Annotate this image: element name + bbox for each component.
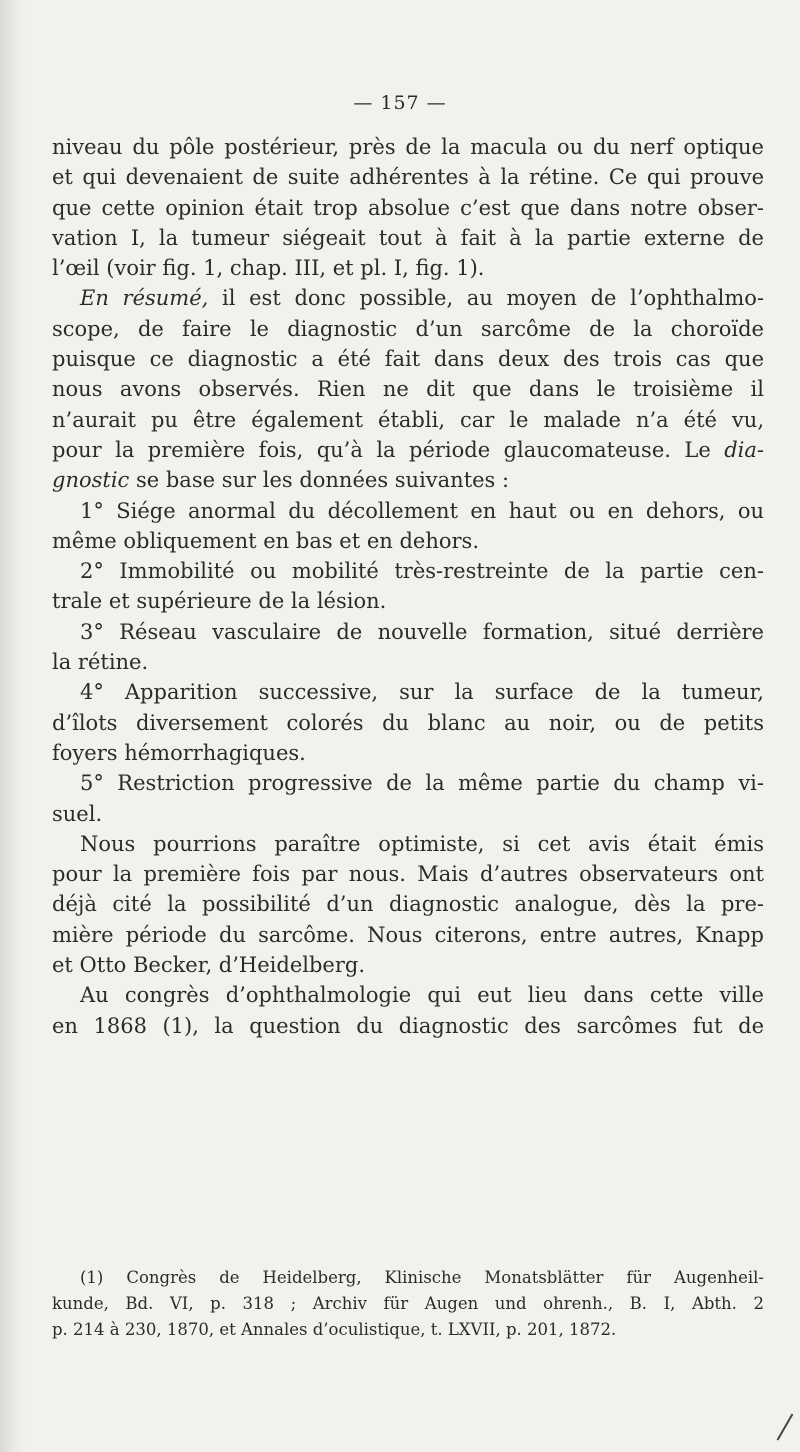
text-line: niveau du pôle postérieur, près de la macula ou du nerf optique	[52, 135, 764, 159]
footnote-line: (1) Congrès de Heidelberg, Klinische Monatsblätter für Augenheil-	[80, 1268, 764, 1287]
italic-phrase: En résumé,	[80, 286, 209, 311]
list-item-4	[52, 677, 764, 768]
text-line	[52, 283, 764, 313]
text-line: déjà cité la possibilité d’un diagnostic analogue, dès la pre-	[52, 892, 764, 917]
text-line	[52, 465, 764, 495]
text-line: en 1868 (1), la question du diagnostic des sarcômes fut de	[52, 1013, 764, 1038]
text-line: scope, de faire le diagnostic d’un sarcôme de la choroïde	[52, 316, 764, 341]
text-line: que cette opinion était trop absolue c’est que dans notre obser-	[52, 195, 764, 220]
text-fragment: se base sur les données suivantes :	[129, 468, 510, 493]
text-line: n’aurait pu être également établi, car le malade n’a été vu,	[52, 407, 764, 432]
footnote	[52, 1265, 764, 1343]
list-item-1	[52, 496, 764, 557]
text-line: Nous pourrions paraître optimiste, si cet avis était émis	[80, 831, 764, 856]
text-line: 3° Réseau vasculaire de nouvelle formation, situé derrière	[80, 619, 764, 644]
text-line: Au congrès d’ophthalmologie qui eut lieu dans cette ville	[80, 983, 764, 1008]
text-line: 2° Immobilité ou mobilité très-restreinte de la partie cen-	[80, 559, 764, 584]
text-line: vation I, la tumeur siégeait tout à fait à la partie externe de	[52, 225, 764, 250]
text-line: 1° Siége anormal du décollement en haut ou en dehors, ou	[80, 498, 764, 523]
list-item-2	[52, 556, 764, 617]
text-fragment: pour la première fois, qu’à la période glaucomateuse. Le	[52, 437, 725, 462]
text-line: trale et supérieure de la lésion.	[52, 589, 387, 614]
text-line: 5° Restriction progressive de la même partie du champ vi-	[80, 771, 764, 796]
text-line: d’îlots diversement colorés du blanc au noir, ou de petits	[52, 710, 764, 735]
paragraph-resume	[52, 283, 764, 495]
paragraph-optimiste	[52, 829, 764, 980]
italic-phrase: dia-	[724, 437, 764, 462]
footnote-line: p. 214 à 230, 1870, et Annales d’oculistique, t. LXVII, p. 201, 1872.	[52, 1320, 617, 1339]
text-line	[52, 435, 764, 465]
page-edge-mark	[777, 1414, 794, 1441]
text-line: pour la première fois par nous. Mais d’autres observateurs ont	[52, 862, 764, 887]
text-line: foyers hémorrhagiques.	[52, 740, 306, 765]
page-number: — 157 —	[353, 92, 447, 114]
text-line: et Otto Becker, d’Heidelberg.	[52, 953, 366, 978]
text-line: nous avons observés. Rien ne dit que dans le troisième il	[52, 377, 764, 402]
paragraph-continuation	[52, 132, 764, 283]
text-line: la rétine.	[52, 650, 149, 675]
text-line: l’œil (voir fig. 1, chap. III, et pl. I, fig. 1).	[52, 256, 485, 281]
text-line: suel.	[52, 801, 103, 826]
italic-phrase: gnostic	[52, 468, 130, 493]
text-line: puisque ce diagnostic a été fait dans deux des trois cas que	[52, 347, 764, 372]
list-item-5	[52, 768, 764, 829]
list-item-3	[52, 617, 764, 678]
body-text	[52, 132, 764, 1041]
text-fragment: il est donc possible, au moyen de l’ophthalmo-	[208, 286, 764, 311]
text-line: mière période du sarcôme. Nous citerons, entre autres, Knapp	[52, 922, 764, 947]
text-line: même obliquement en bas et en dehors.	[52, 528, 479, 553]
text-line: et qui devenaient de suite adhérentes à la rétine. Ce qui prouve	[52, 165, 764, 190]
text-line: 4° Apparition successive, sur la surface de la tumeur,	[80, 680, 764, 705]
footnote-line: kunde, Bd. VI, p. 318 ; Archiv für Augen und ohrenh., B. I, Abth. 2	[52, 1294, 764, 1313]
paragraph-congres	[52, 980, 764, 1041]
